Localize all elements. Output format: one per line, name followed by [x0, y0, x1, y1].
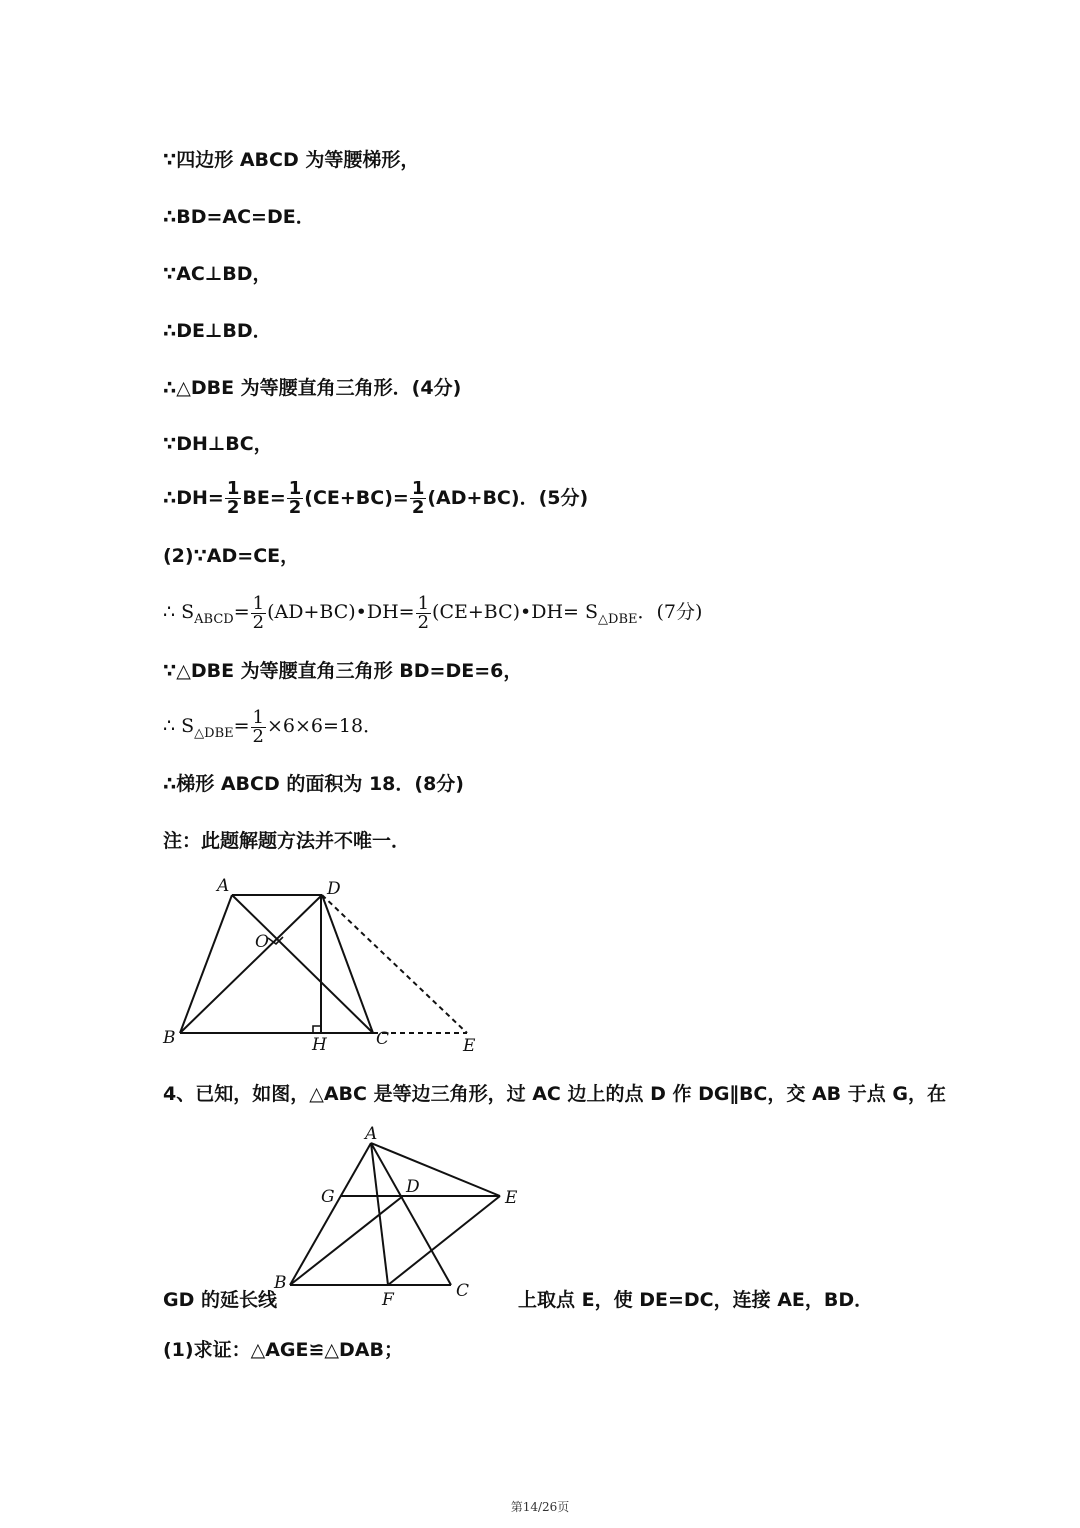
fraction-half — [225, 480, 242, 517]
fraction-half — [251, 706, 266, 747]
fraction-num: 1 — [288, 478, 302, 499]
formula-part: = — [233, 715, 250, 737]
formula-part: (AD+BC)•DH= — [267, 601, 415, 623]
fraction-num: 1 — [226, 478, 240, 499]
text-line-5: ∴△DBE 为等腰直角三角形．(4分) — [163, 377, 462, 399]
problem-4-part-1: (1)求证：△AGE≌△DAB； — [163, 1339, 403, 1361]
fraction-den: 2 — [226, 497, 240, 518]
label-c: C — [456, 1281, 470, 1301]
segment-de-dashed — [322, 895, 467, 1033]
label-e: E — [463, 1036, 476, 1056]
label-a: A — [365, 1124, 378, 1144]
subscript: △DBE — [194, 726, 234, 741]
text-line-6: ∵DH⊥BC， — [163, 433, 273, 455]
segment-ab — [180, 895, 232, 1033]
problem-4-continued-right: 上取点 E，使 DE=DC，连接 AE，BD． — [518, 1289, 874, 1311]
fraction-num: 1 — [411, 478, 425, 499]
formula-part: BE= — [242, 487, 286, 509]
label-d: D — [327, 879, 341, 899]
segment-ac — [371, 1143, 451, 1285]
label-d: D — [406, 1177, 420, 1197]
equilateral-triangle-figure — [268, 1120, 528, 1305]
fraction-den: 2 — [288, 497, 302, 518]
segment-dc — [322, 895, 373, 1033]
right-angle-mark-h — [313, 1026, 321, 1033]
fraction-half — [287, 480, 304, 517]
text-line-2: ∴BD=AC=DE． — [163, 206, 315, 228]
problem-4-statement: 4、已知，如图，△ABC 是等边三角形，过 AC 边上的点 D 作 DG∥BC，交 AB 于点 G，在 — [163, 1083, 946, 1105]
fraction-half — [410, 480, 427, 517]
segment-af — [371, 1143, 388, 1285]
fraction-den: 2 — [252, 611, 265, 633]
text-line-3: ∵AC⊥BD， — [163, 263, 272, 285]
segment-bd — [180, 895, 322, 1033]
text-line-4: ∴DE⊥BD． — [163, 320, 272, 342]
label-b: B — [274, 1273, 287, 1293]
label-o: O — [255, 932, 269, 952]
label-f: F — [382, 1290, 394, 1305]
fraction-num: 1 — [417, 592, 430, 614]
formula-part: ．(7分) — [637, 601, 703, 623]
label-c: C — [376, 1029, 390, 1049]
label-e: E — [505, 1188, 518, 1208]
fraction-num: 1 — [252, 706, 264, 728]
text-line-13: 注：此题解题方法并不唯一． — [163, 830, 411, 852]
problem-4-continued-left: GD 的延长线 — [163, 1289, 277, 1311]
formula-line-area — [163, 590, 702, 642]
trapezoid-figure — [155, 870, 495, 1060]
text-line-1: ∵四边形 ABCD 为等腰梯形， — [163, 149, 420, 171]
subscript: △DBE — [598, 612, 638, 627]
formula-line-dh — [163, 476, 588, 520]
fraction-half — [251, 592, 266, 633]
formula-part: = — [233, 601, 250, 623]
segment-ac — [232, 895, 373, 1033]
fraction-den: 2 — [417, 611, 430, 633]
segment-ab — [290, 1143, 371, 1285]
fraction-num: 1 — [252, 592, 265, 614]
formula-part: (CE+BC)•DH= S — [432, 601, 599, 623]
text-line-10: ∵△DBE 为等腰直角三角形 BD=DE=6， — [163, 660, 523, 682]
formula-line-sdbe — [163, 704, 382, 756]
formula-part: ×6×6=18． — [267, 715, 383, 737]
formula-part: ∴ S — [163, 601, 195, 623]
label-b: B — [163, 1028, 176, 1048]
label-g: G — [321, 1187, 335, 1207]
text-line-8: (2)∵AD=CE， — [163, 545, 300, 567]
text-line-12: ∴梯形 ABCD 的面积为 18．(8分) — [163, 773, 464, 795]
formula-part: (AD+BC)．(5分) — [427, 487, 589, 509]
fraction-den: 2 — [252, 725, 264, 747]
subscript: ABCD — [194, 612, 234, 627]
fraction-half — [416, 592, 431, 633]
page-number: 第14/26页 — [510, 1500, 570, 1514]
label-h: H — [312, 1035, 327, 1055]
segment-ae — [371, 1143, 500, 1196]
formula-part: (CE+BC)= — [304, 487, 409, 509]
label-a: A — [217, 876, 230, 896]
formula-part: ∴DH= — [163, 487, 224, 509]
formula-part: ∴ S — [163, 715, 195, 737]
fraction-den: 2 — [411, 497, 425, 518]
